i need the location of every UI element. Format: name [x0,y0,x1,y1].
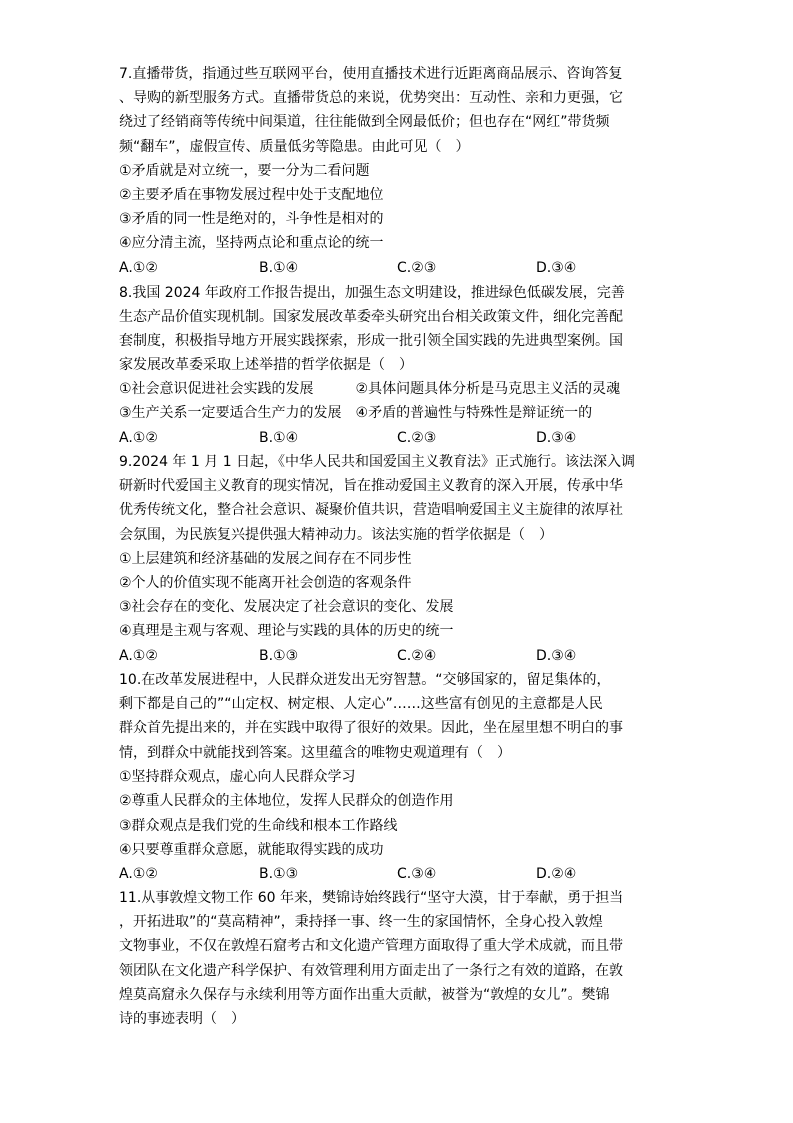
option-c[interactable]: C.②③ [397,430,437,446]
question-8-statement-1: ①社会意识促进社会实践的发展 ②具体问题具体分析是马克思主义活的灵魂 [119,381,621,397]
question-7-statement-2: ②主要矛盾在事物发展过程中处于支配地位 [119,187,384,203]
question-10-stem-line-4: 情，到群众中就能找到答案。这里蕴含的唯物史观道理有（ ） [119,745,511,761]
option-a[interactable]: A.①② [119,430,158,446]
option-c[interactable]: C.②④ [397,648,437,664]
question-10-stem-line-3: 群众首先提出来的，并在实践中取得了很好的效果。因此，坐在屋里想不明白的事 [119,720,623,736]
question-11-stem-line-1: 11.从事敦煌文物工作 60 年来，樊锦诗始终践行“坚守大漠，甘于奉献，勇于担当 [119,890,624,906]
question-9-stem-line-4: 会氛围，为民族复兴提供强大精神动力。该法实施的哲学依据是（ ） [119,527,553,543]
question-10-statement-4: ④只要尊重群众意愿，就能取得实践的成功 [119,842,384,858]
question-9-statement-3: ③社会存在的变化、发展决定了社会意识的变化、发展 [119,599,454,615]
question-10-stem-line-2: 剩下都是自己的”“山定权、树定根、人定心”……这些富有创见的主意都是人民 [119,696,603,712]
question-9-statement-4: ④真理是主观与客观、理论与实践的具体的历史的统一 [119,623,454,639]
option-a[interactable]: A.①② [119,260,158,276]
question-11-stem-line-4: 领团队在文化遗产科学保护、有效管理利用方面走出了一条行之有效的道路，在敦 [119,963,623,979]
option-b[interactable]: B.①④ [259,260,299,276]
question-7-statement-3: ③矛盾的同一性是绝对的，斗争性是相对的 [119,211,384,227]
question-11-stem-line-6: 诗的事迹表明（ ） [119,1011,245,1027]
option-a[interactable]: A.①② [119,648,158,664]
question-9-statement-1: ①上层建筑和经济基础的发展之间存在不同步性 [119,551,412,567]
question-10-stem-line-1: 10.在改革发展进程中，人民群众迸发出无穷智慧。“交够国家的，留足集体的， [119,672,611,688]
option-d[interactable]: D.③④ [536,430,577,446]
option-d[interactable]: D.③④ [536,648,577,664]
question-10-statement-3: ③群众观点是我们党的生命线和根本工作路线 [119,818,398,834]
option-d[interactable]: D.③④ [536,260,577,276]
question-10-statement-1: ①坚持群众观点，虚心向人民群众学习 [119,769,356,785]
question-7-stem-line-1: 7.直播带货，指通过些互联网平台，使用直播技术进行近距离商品展示、咨询答复 [119,66,623,82]
question-9-stem-line-2: 研新时代爱国主义教育的现实情况，旨在推动爱国主义教育的深入开展，传承中华 [119,478,623,494]
question-9-stem-line-1: 9.2024 年 1 月 1 日起，《中华人民共和国爱国主义教育法》正式施行。该法深入调 [119,454,636,470]
question-9-stem-line-3: 优秀传统文化，整合社会意识、凝聚价值共识，营造唱响爱国主义主旋律的浓厚社 [119,502,623,518]
question-7-stem-line-3: 绕过了经销商等传统中间渠道，往往能做到全网最低价；但也存在“网红”带货频 [119,114,610,130]
option-b[interactable]: B.①③ [259,648,299,664]
question-8-stem-line-3: 套制度，积极指导地方开展实践探索，形成一批引领全国实践的先进典型案例。国 [119,333,623,349]
question-9-statement-2: ②个人的价值实现不能离开社会创造的客观条件 [119,575,412,591]
option-c[interactable]: C.③④ [397,866,437,882]
question-7-statement-1: ①矛盾就是对立统一，要一分为二看问题 [119,163,370,179]
question-8-stem-line-2: 生态产品价值实现机制。国家发展改革委牵头研究出台相关政策文件，细化完善配 [119,309,623,325]
option-b[interactable]: B.①③ [259,866,299,882]
question-8-stem-line-4: 家发展改革委采取上述举措的哲学依据是（ ） [119,357,413,373]
question-7-stem-line-4: 频“翻车”，虚假宣传、质量低劣等隐患。由此可见（ ） [119,139,470,155]
option-b[interactable]: B.①④ [259,430,299,446]
question-8-statement-2: ③生产关系一定要适合生产力的发展 ④矛盾的普遍性与特殊性是辩证统一的 [119,405,593,421]
question-10-statement-2: ②尊重人民群众的主体地位，发挥人民群众的创造作用 [119,793,454,809]
question-7-stem-line-2: 、导购的新型服务方式。直播带货总的来说，优势突出：互动性、亲和力更强，它 [119,90,623,106]
option-d[interactable]: D.②④ [536,866,577,882]
question-11-stem-line-3: 文物事业，不仅在敦煌石窟考古和文化遗产管理方面取得了重大学术成就，而且带 [119,938,623,954]
question-7-statement-4: ④应分清主流，坚持两点论和重点论的统一 [119,235,384,251]
question-11-stem-line-2: ，开拓进取”的“莫高精神”，秉持择一事、终一生的家国情怀，全身心投入敦煌 [119,914,603,930]
option-a[interactable]: A.①② [119,866,158,882]
question-11-stem-line-5: 煌莫高窟永久保存与永续利用等方面作出重大贡献，被誉为“敦煌的女儿”。樊锦 [119,987,610,1003]
question-8-stem-line-1: 8.我国 2024 年政府工作报告提出，加强生态文明建设，推进绿色低碳发展，完善 [119,285,625,301]
option-c[interactable]: C.②③ [397,260,437,276]
